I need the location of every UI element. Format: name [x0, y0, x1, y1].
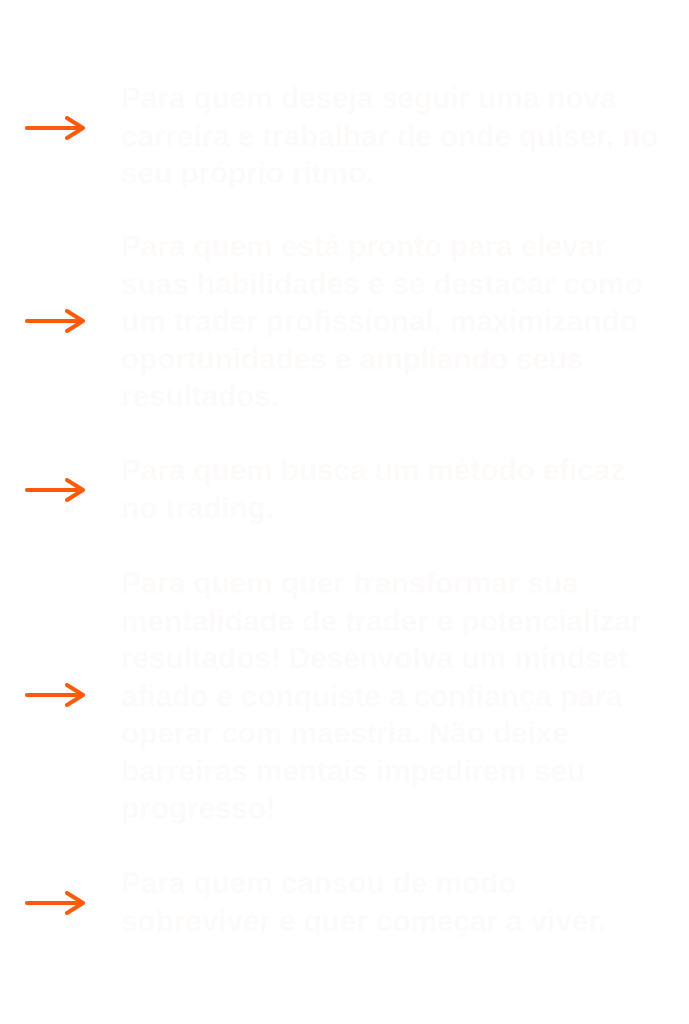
arrow-right-icon: [25, 308, 87, 334]
arrow-right-icon: [25, 682, 87, 708]
list-item-text: Para quem quer transformar sua mentalidade de trader e potencializar resultados! Desenvolva um mindset afiado e conquiste a confiança para operar com maestria. Não deixe barreiras mentais impedirem seu progresso!: [121, 567, 643, 825]
arrow-right-icon: [25, 890, 87, 916]
arrow-right-icon: [25, 477, 87, 503]
list-item-text: Para quem deseja seguir uma nova carreira e trabalhar de onde quiser, no seu próprio ritmo.: [121, 82, 659, 190]
arrow-right-icon: [25, 115, 87, 141]
list-item-text: Para quem cansou de modo sobreviver e quer começar a viver.: [121, 867, 607, 938]
list-item-text: Para quem está pronto para elevar suas habilidades e se destacar como um trader profissional, maximizando oportunidades e ampliando seus resultados.: [121, 230, 643, 413]
list-item-text: Para quem busca um método eficaz no trading.: [121, 454, 625, 525]
